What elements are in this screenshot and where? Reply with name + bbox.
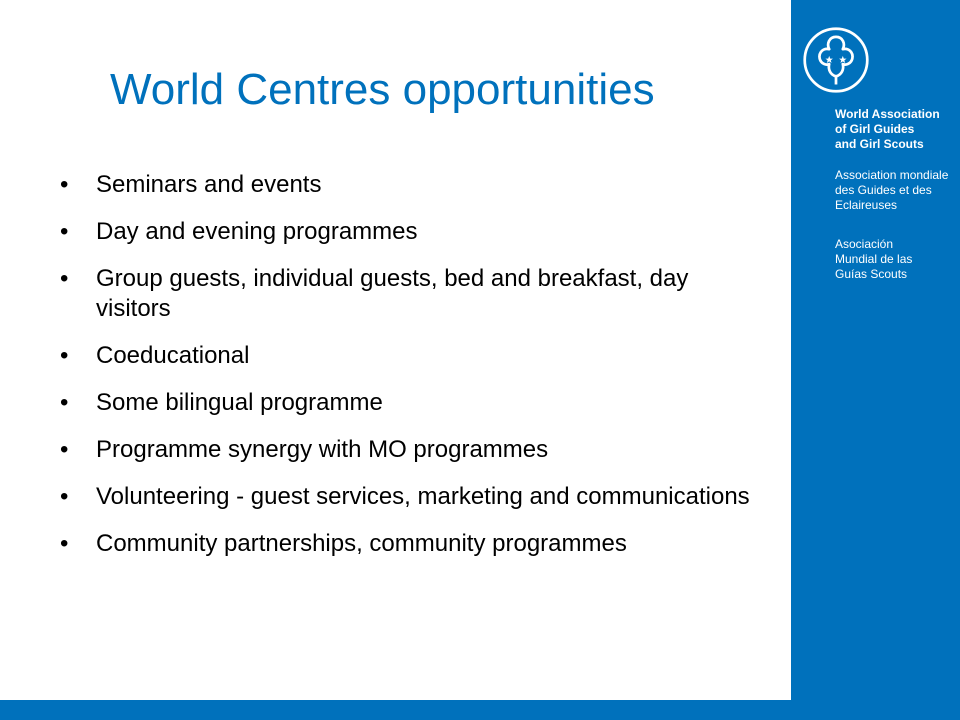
org-name-french <box>835 168 955 213</box>
bullet-marker: • <box>60 265 69 292</box>
org-name-line: Mundial de las <box>835 252 913 266</box>
bullet-item <box>60 435 760 465</box>
bullet-text: Day and evening programmes <box>96 218 418 245</box>
bullet-item <box>60 529 760 559</box>
slide-title: World Centres opportunities <box>110 65 655 114</box>
org-name-line: and Girl Scouts <box>835 137 924 151</box>
bottom-accent-bar <box>0 700 960 720</box>
bullet-marker: • <box>60 436 69 463</box>
bullet-item <box>60 170 760 200</box>
trefoil-icon <box>802 26 870 94</box>
bullet-marker: • <box>60 342 69 369</box>
bullet-text: Group guests, individual guests, bed and breakfast, day visitors <box>96 265 689 322</box>
bullet-item <box>60 264 760 324</box>
org-name-line: des Guides et des <box>835 183 932 197</box>
org-name-line: World Association <box>835 107 940 121</box>
bullet-item <box>60 388 760 418</box>
org-name-line: Association mondiale <box>835 168 949 182</box>
bullet-text: Some bilingual programme <box>96 389 383 416</box>
bullet-item <box>60 217 760 247</box>
bullet-marker: • <box>60 218 69 245</box>
org-name-line: of Girl Guides <box>835 122 915 136</box>
bullet-text: Coeducational <box>96 342 250 369</box>
bullet-text: Volunteering - guest services, marketing and communications <box>96 483 750 510</box>
org-name-spanish <box>835 237 955 282</box>
bullet-list <box>60 170 760 576</box>
org-name-line: Eclaireuses <box>835 198 898 212</box>
bullet-marker: • <box>60 483 69 510</box>
org-name-line: Asociación <box>835 237 894 251</box>
bullet-item <box>60 482 760 512</box>
org-name-line: Guías Scouts <box>835 267 908 281</box>
bullet-item <box>60 341 760 371</box>
bullet-marker: • <box>60 171 69 198</box>
bullet-marker: • <box>60 530 69 557</box>
bullet-text: Seminars and events <box>96 171 322 198</box>
bullet-marker: • <box>60 389 69 416</box>
org-name-english <box>835 107 955 152</box>
bullet-text: Programme synergy with MO programmes <box>96 436 549 463</box>
bullet-text: Community partnerships, community programmes <box>96 530 627 557</box>
